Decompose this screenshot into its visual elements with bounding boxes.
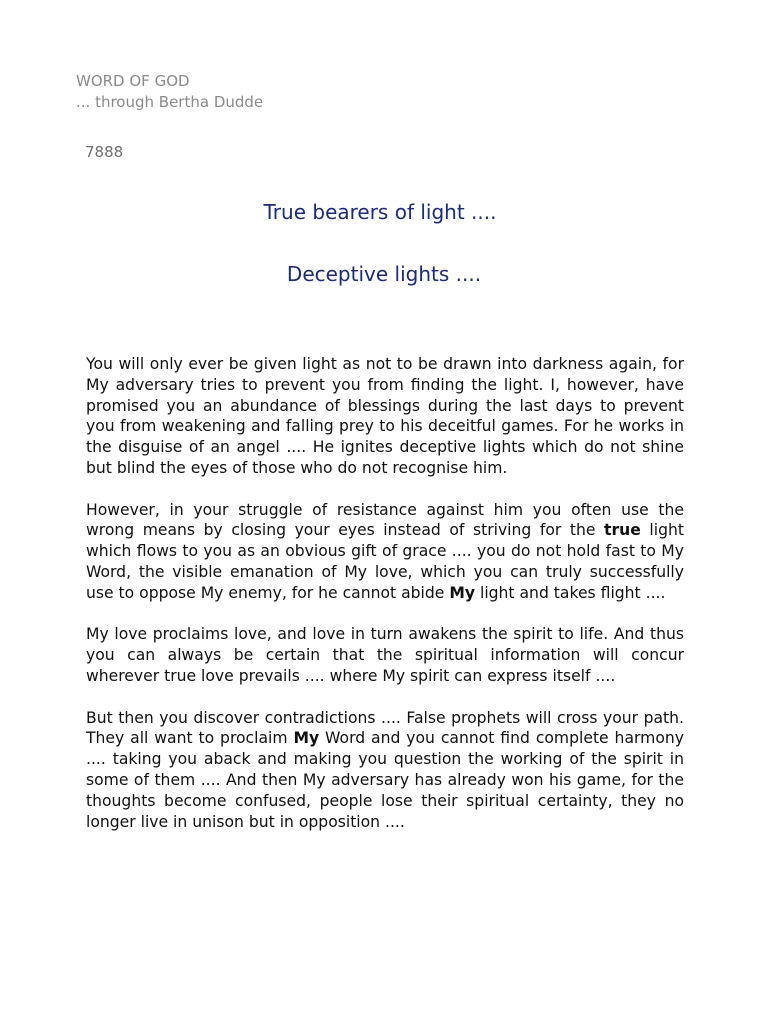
paragraph <box>86 500 684 604</box>
body-text <box>86 354 684 832</box>
paragraph-text: However, in your struggle of resistance against him you often use the wrong means by closing your eyes instead of striving for the <box>86 500 684 540</box>
emphasis-text: My <box>449 583 476 602</box>
paragraph <box>86 624 684 686</box>
document-number: 7888 <box>85 143 124 161</box>
header-title: WORD OF GOD <box>76 72 190 90</box>
paragraph-text: My love proclaims love, and love in turn awakens the spirit to life. And thus you can always be certain that the spiritual information will concur wherever true love prevails .... where My spirit can express itself .... <box>86 625 684 685</box>
paragraph-text: Word and you cannot find complete harmony .... taking you aback and making you question the working of the spirit in some of them .... And then My adversary has already won his game, for the thoughts become confused, people lose their spiritual certainty, they no longer live in unison but in opposition .... <box>86 729 684 831</box>
paragraph <box>86 708 684 833</box>
emphasis-text: My <box>293 729 320 748</box>
paragraph-text: light which flows to you as an obvious gift of grace .... you do not hold fast to My Word, the visible emanation of My love, which you can truly successfully use to oppose My enemy, for he cannot abide <box>86 521 684 602</box>
title-primary: True bearers of light .... <box>263 200 497 224</box>
header-byline: ... through Bertha Dudde <box>76 93 264 111</box>
emphasis-text: true <box>604 521 641 540</box>
paragraph-text: You will only ever be given light as not to be drawn into darkness again, for My adversary tries to prevent you from finding the light. I, however, have promised you an abundance of blessings during the last days to prevent you from weakening and falling prey to his deceitful games. For he works in the disguise of an angel .... He ignites deceptive lights which do not shine but blind the eyes of those who do not recognise him. <box>86 355 684 477</box>
title-secondary: Deceptive lights .... <box>286 262 482 286</box>
paragraph <box>86 354 684 479</box>
paragraph-text: But then you discover contradictions .... False prophets will cross your path. They all want to proclaim <box>86 708 684 748</box>
paragraph-text: light and takes flight .... <box>475 583 666 602</box>
